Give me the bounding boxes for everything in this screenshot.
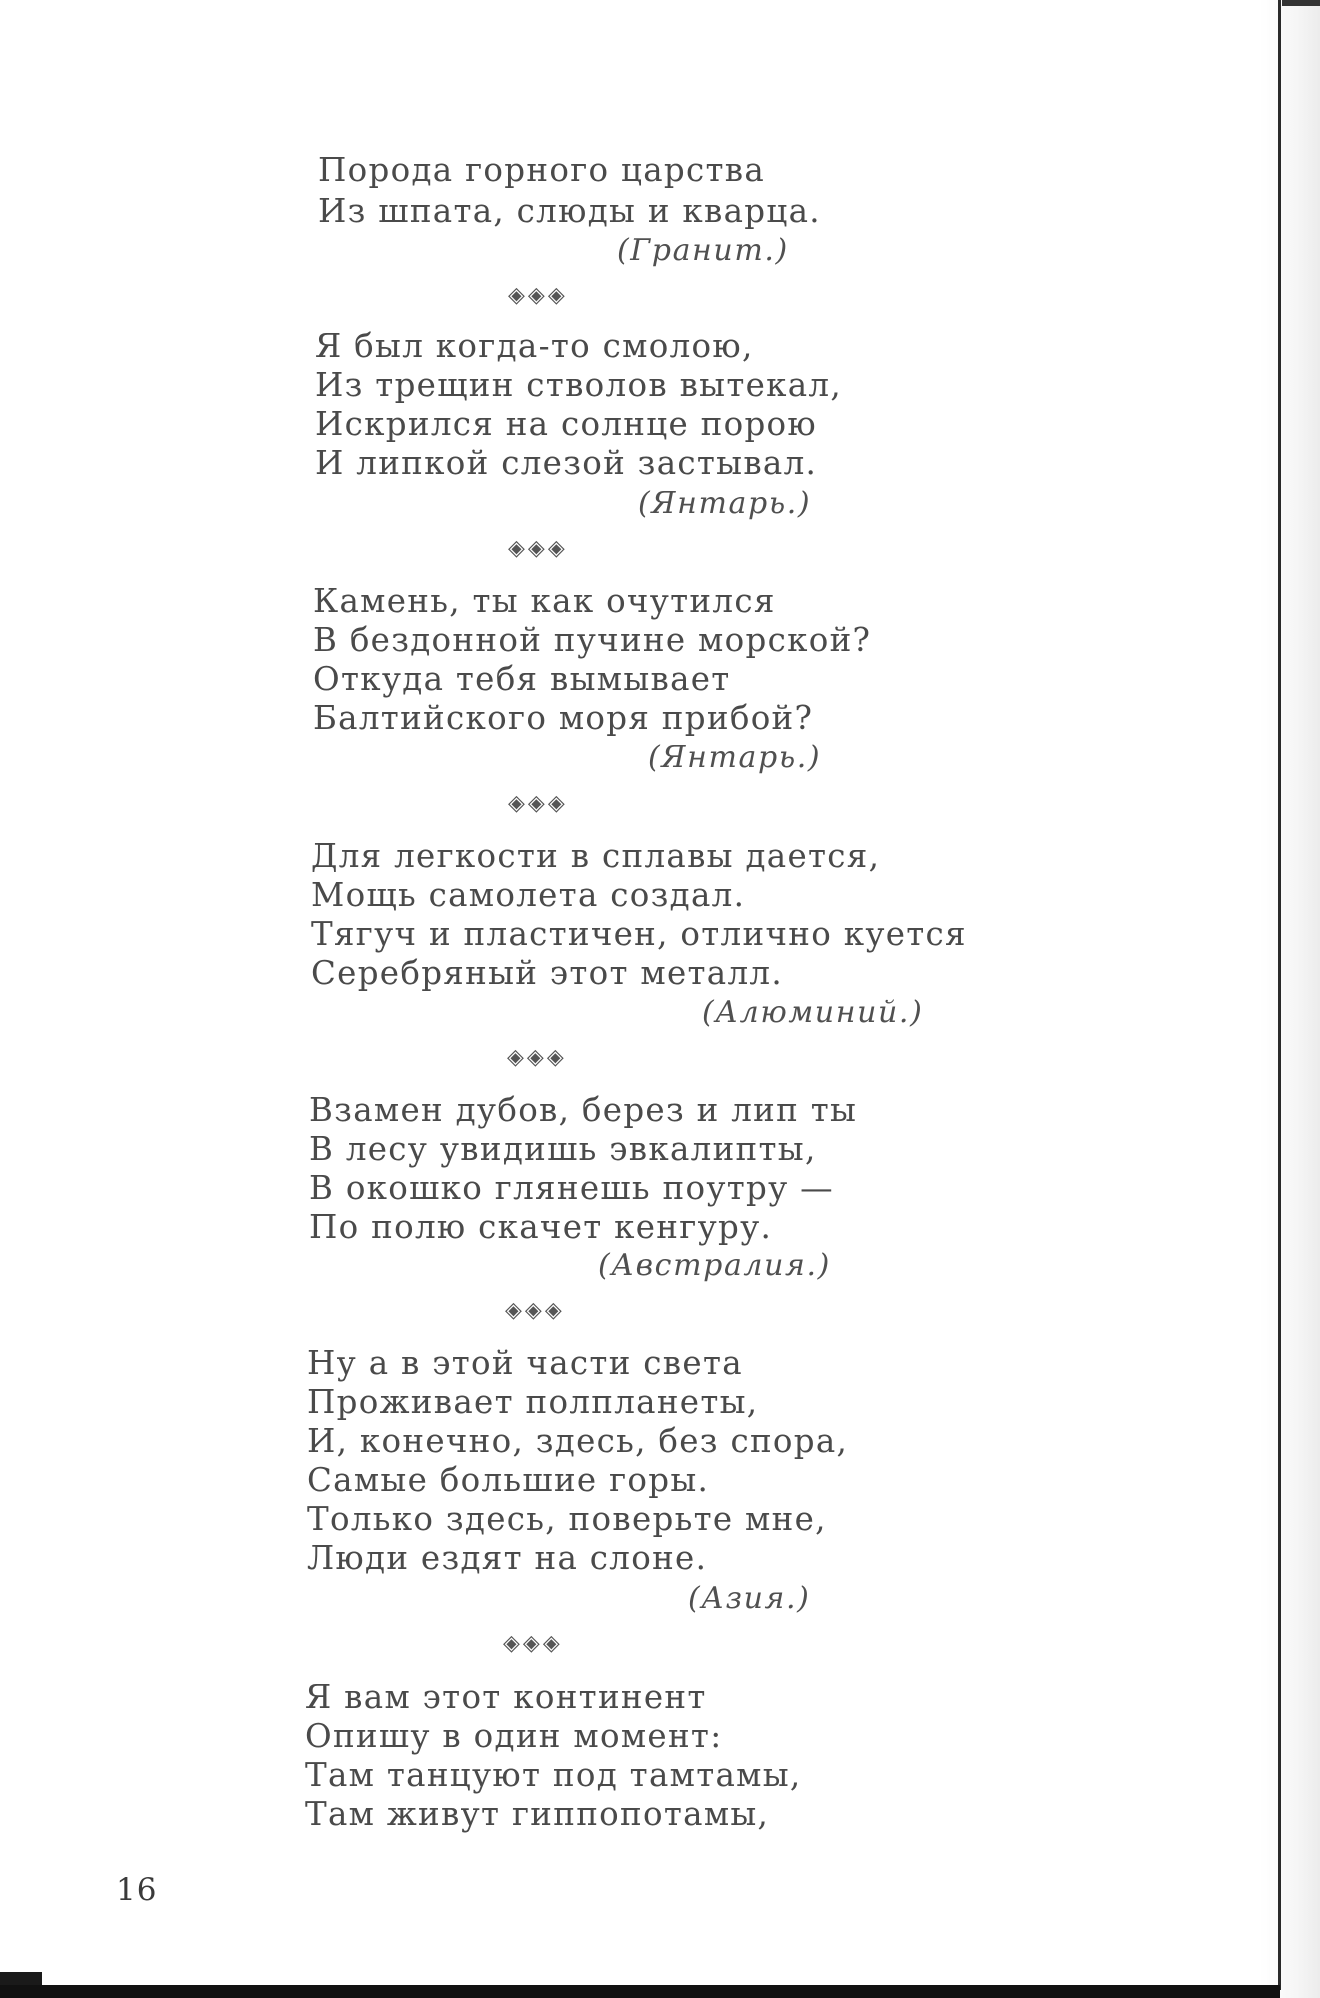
riddle-line: Там танцуют под тамтамы, (305, 1756, 802, 1794)
diamond-divider-icon: ◈◈◈ (505, 1298, 565, 1323)
corner-scan-mark (1282, 0, 1320, 6)
page-edge-line (1278, 0, 1281, 1990)
diamond-divider-icon: ◈◈◈ (507, 1045, 567, 1070)
diamond-divider-icon: ◈◈◈ (508, 791, 568, 816)
riddle-line: Я был когда-то смолою, (315, 327, 754, 365)
riddle-line: Для легкости в сплавы дается, (311, 837, 881, 875)
riddle-line: Балтийского моря прибой? (313, 699, 814, 737)
diamond-divider-icon: ◈◈◈ (508, 536, 568, 561)
riddle-line: Опишу в один момент: (305, 1717, 723, 1755)
riddle-line: Серебряный этот металл. (311, 954, 783, 992)
riddle-answer: (Австралия.) (598, 1248, 831, 1283)
riddle-line: Ну а в этой части света (307, 1344, 743, 1382)
riddle-line: Люди ездят на слоне. (307, 1539, 708, 1577)
riddle-line: И, конечно, здесь, без спора, (307, 1422, 849, 1460)
riddle-line: Из трещин стволов вытекал, (315, 366, 843, 404)
riddle-answer: (Янтарь.) (648, 740, 822, 775)
riddle-line: Только здесь, поверьте мне, (307, 1500, 827, 1538)
diamond-divider-icon: ◈◈◈ (508, 283, 568, 308)
riddle-line: Там живут гиппопотамы, (305, 1795, 770, 1833)
riddle-line: Из шпата, слюды и кварца. (318, 192, 821, 230)
riddle-line: Я вам этот континент (305, 1678, 707, 1716)
riddle-answer: (Алюминий.) (702, 995, 924, 1030)
riddle-line: В окошко глянешь поутру — (309, 1169, 834, 1207)
riddle-line: Взамен дубов, берез и лип ты (309, 1091, 858, 1129)
riddle-line: Проживает полпланеты, (307, 1383, 759, 1421)
riddle-answer: (Янтарь.) (638, 486, 812, 521)
riddle-line: По полю скачет кенгуру. (309, 1208, 773, 1246)
riddle-answer: (Азия.) (688, 1581, 811, 1616)
riddle-line: В бездонной пучине морской? (313, 621, 872, 659)
riddle-line: Порода горного царства (318, 151, 766, 189)
riddle-line: Мощь самолета создал. (311, 876, 746, 914)
page-number: 16 (116, 1872, 158, 1908)
riddle-line: В лесу увидишь эвкалипты, (309, 1130, 817, 1168)
riddle-line: Искрился на солнце порою (315, 405, 818, 443)
riddle-line: Тягуч и пластичен, отлично куется (311, 915, 967, 953)
riddle-answer: (Гранит.) (617, 233, 789, 268)
riddle-line: И липкой слезой застывал. (315, 444, 818, 482)
riddle-line: Откуда тебя вымывает (313, 660, 731, 698)
riddle-line: Камень, ты как очутился (313, 582, 776, 620)
riddle-line: Самые большие горы. (307, 1461, 710, 1499)
diamond-divider-icon: ◈◈◈ (503, 1631, 563, 1656)
